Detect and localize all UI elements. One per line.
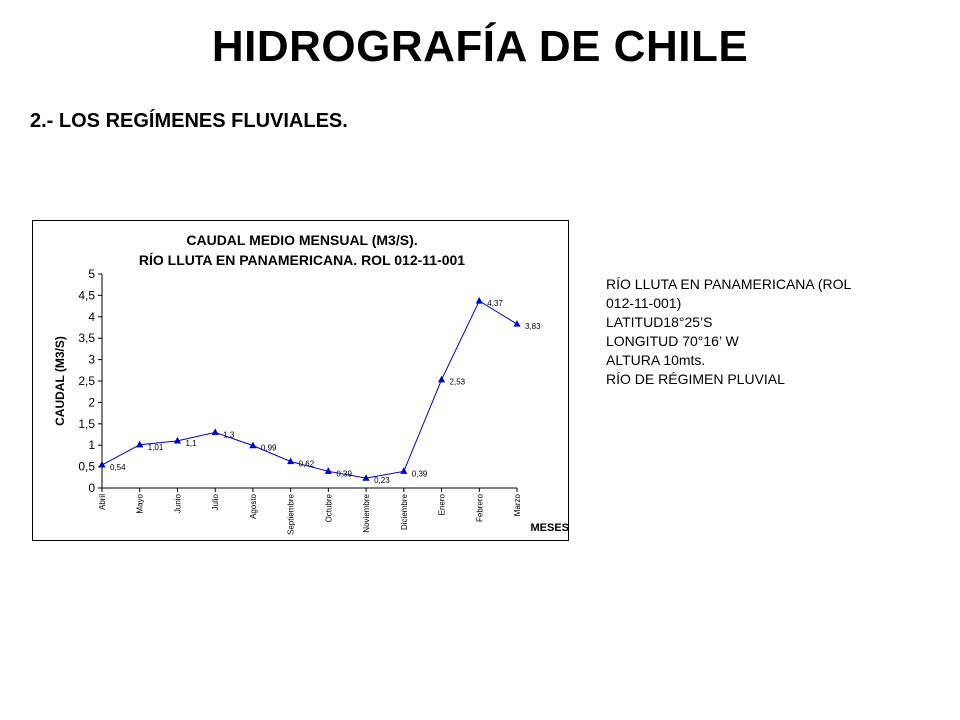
x-tick-label: Agosto — [248, 494, 258, 519]
station-info — [606, 275, 906, 389]
data-point — [98, 461, 105, 468]
data-label: 0,99 — [260, 443, 277, 453]
x-tick-label: Marzo — [513, 494, 522, 517]
y-tick-label: 5 — [88, 267, 95, 281]
data-label: 0,39 — [411, 469, 428, 479]
data-point — [212, 428, 219, 435]
data-label: 0,23 — [374, 476, 390, 486]
y-tick-label: 3 — [88, 352, 95, 367]
data-label: 1,3 — [223, 430, 235, 440]
y-tick-label: 4 — [88, 309, 95, 324]
data-label: 0,39 — [336, 469, 352, 479]
data-point — [438, 376, 445, 383]
data-label: 1,1 — [185, 438, 197, 448]
x-tick-label: Abril — [98, 494, 107, 511]
y-tick-label: 1 — [88, 438, 95, 453]
x-tick-label: Septiembre — [286, 494, 296, 535]
x-tick-label: Junio — [173, 494, 183, 514]
y-tick-label: 1,5 — [78, 416, 95, 431]
y-tick-label: 0,5 — [78, 459, 95, 474]
data-point — [513, 320, 520, 327]
chart-svg — [33, 221, 570, 542]
info-line: ALTURA 10mts. — [606, 352, 706, 368]
data-point — [476, 297, 483, 304]
data-label: 0,54 — [110, 462, 126, 472]
x-tick-label: Julio — [211, 494, 221, 511]
data-label: 3,83 — [525, 322, 541, 332]
x-tick-label: Octubre — [324, 494, 334, 523]
x-tick-label: Diciembre — [399, 494, 409, 531]
y-axis-title: CAUDAL (M3/S) — [53, 336, 67, 426]
section-heading: 2.- LOS REGÍMENES FLUVIALES. — [30, 110, 348, 132]
y-tick-label: 0 — [88, 481, 95, 495]
x-tick-label: Noviembre — [362, 494, 372, 533]
info-line: LONGITUD 70°16’ W — [606, 333, 739, 349]
info-line: 012-11-001) — [606, 295, 682, 311]
y-tick-label: 3,5 — [78, 331, 95, 346]
info-line: LATITUD18°25’S — [606, 314, 713, 330]
data-label: 2,53 — [449, 377, 466, 387]
data-label: 0,62 — [298, 459, 315, 469]
x-tick-label: Mayo — [135, 494, 145, 514]
data-label: 1,01 — [147, 442, 164, 452]
x-tick-label: Enero — [437, 494, 447, 516]
info-line: RÍO DE RÉGIMEN PLUVIAL — [606, 371, 785, 387]
data-label: 4,37 — [487, 298, 503, 308]
y-tick-label: 2,5 — [78, 374, 95, 388]
chart-title: CAUDAL MEDIO MENSUAL (M3/S). — [186, 232, 418, 248]
x-axis-title: MESES — [530, 522, 569, 534]
y-tick-label: 4,5 — [78, 288, 95, 303]
data-point — [400, 467, 407, 474]
slide-title: HIDROGRAFÍA DE CHILE — [211, 22, 749, 71]
chart-subtitle: RÍO LLUTA EN PANAMERICANA. ROL 012-11-001 — [138, 252, 466, 268]
series-line — [102, 298, 517, 478]
info-line: RÍO LLUTA EN PANAMERICANA (ROL — [606, 276, 852, 292]
y-tick-label: 2 — [88, 395, 95, 410]
x-tick-label: Febrero — [475, 494, 485, 523]
chart-frame — [32, 220, 569, 541]
